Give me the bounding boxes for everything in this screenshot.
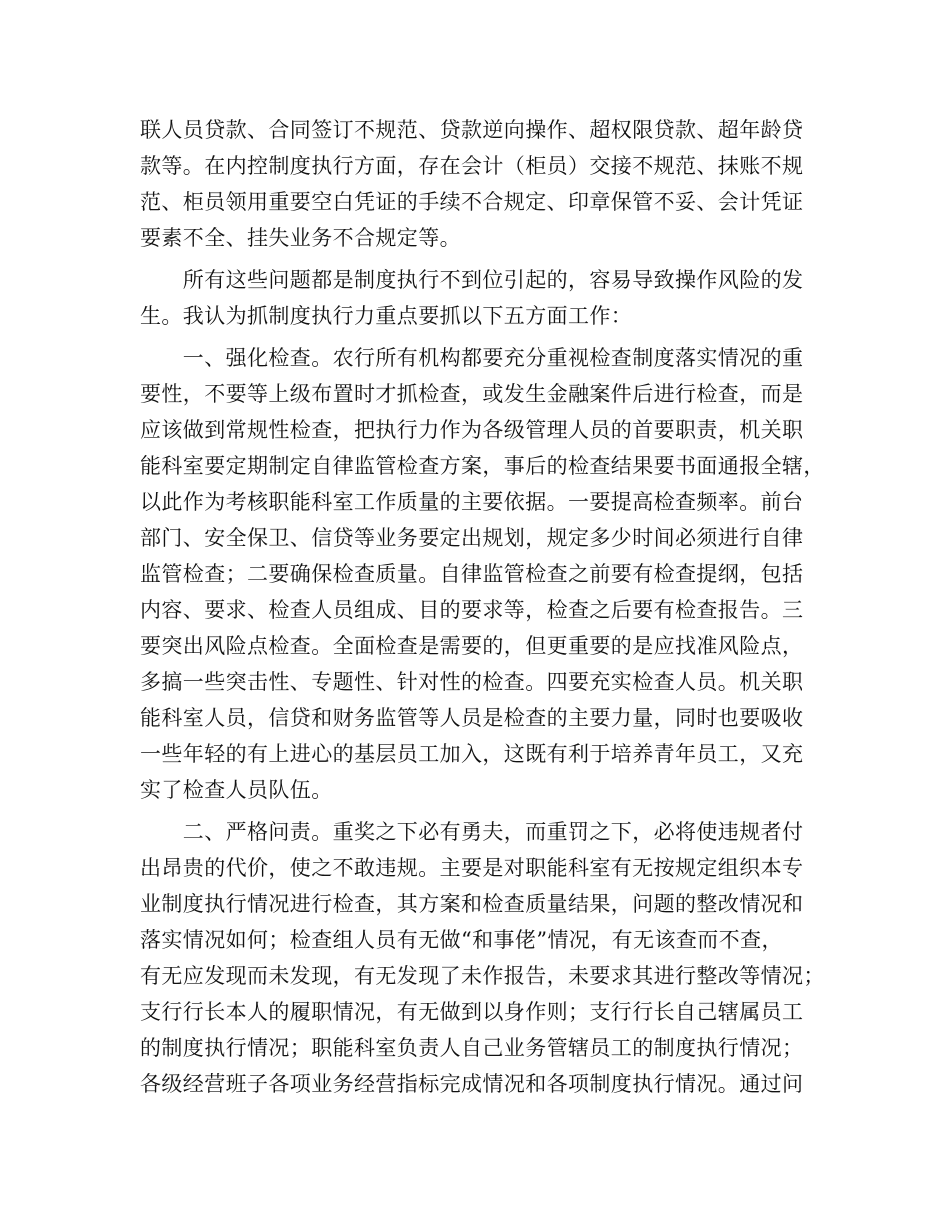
text-line: 款等。在内控制度执行方面，存在会计（柜员）交接不规范、抹账不规 [140, 154, 804, 178]
text-line: 联人员贷款、合同签订不规范、贷款逆向操作、超权限贷款、超年龄贷 [140, 118, 804, 142]
text-line: 出昂贵的代价，使之不敢违规。主要是对职能科室有无按规定组织本专 [140, 856, 804, 880]
paragraph-4 [140, 814, 830, 1102]
text-line: 内容、要求、检查人员组成、目的要求等，检查之后要有检查报告。三 [140, 598, 804, 622]
text-line: 应该做到常规性检查，把执行力作为各级管理人员的首要职责，机关职 [140, 418, 804, 442]
text-line: 二、严格问责。重奖之下必有勇夫，而重罚之下，必将使违规者付 [140, 820, 804, 844]
text-line: 要突出风险点检查。全面检查是需要的，但更重要的是应找准风险点， [140, 634, 804, 658]
text-line: 一些年轻的有上进心的基层员工加入，这既有利于培养青年员工，又充 [140, 742, 804, 766]
paragraph-1 [140, 112, 830, 256]
text-line: 能科室人员，信贷和财务监管等人员是检查的主要力量，同时也要吸收 [140, 706, 804, 730]
text-line: 有无应发现而未发现，有无发现了未作报告，未要求其进行整改等情况； [140, 964, 825, 988]
text-line: 实了检查人员队伍。 [140, 778, 333, 802]
text-line: 以此作为考核职能科室工作质量的主要依据。一要提高检查频率。前台 [140, 490, 804, 514]
text-line: 部门、安全保卫、信贷等业务要定出规划，规定多少时间必须进行自律 [140, 526, 804, 550]
text-line: 监管检查；二要确保检查质量。自律监管检查之前要有检查提纲，包括 [140, 562, 804, 586]
text-line: 各级经营班子各项业务经营指标完成情况和各项制度执行情况。通过问 [140, 1072, 804, 1096]
paragraph-3 [140, 340, 830, 808]
text-line: 的制度执行情况；职能科室负责人自己业务管辖员工的制度执行情况； [140, 1036, 804, 1060]
text-line: 范、柜员领用重要空白凭证的手续不合规定、印章保管不妥、会计凭证 [140, 190, 804, 214]
text-line: 要素不全、挂失业务不合规定等。 [140, 226, 461, 250]
paragraph-2 [140, 262, 830, 334]
text-line: 要性，不要等上级布置时才抓检查，或发生金融案件后进行检查，而是 [140, 382, 804, 406]
text-line: 落实情况如何；检查组人员有无做“和事佬”情况，有无该查而不查， [140, 928, 783, 952]
text-line: 一、强化检查。农行所有机构都要充分重视检查制度落实情况的重 [140, 346, 804, 370]
text-line: 支行行长本人的履职情况，有无做到以身作则；支行行长自己辖属员工 [140, 1000, 804, 1024]
document-body [140, 112, 830, 1102]
text-line: 能科室要定期制定自律监管检查方案，事后的检查结果要书面通报全辖， [140, 454, 825, 478]
text-line: 多搞一些突击性、专题性、针对性的检查。四要充实检查人员。机关职 [140, 670, 804, 694]
text-line: 生。我认为抓制度执行力重点要抓以下五方面工作： [140, 304, 633, 328]
text-line: 所有这些问题都是制度执行不到位引起的，容易导致操作风险的发 [140, 268, 804, 292]
text-line: 业制度执行情况进行检查，其方案和检查质量结果，问题的整改情况和 [140, 892, 804, 916]
